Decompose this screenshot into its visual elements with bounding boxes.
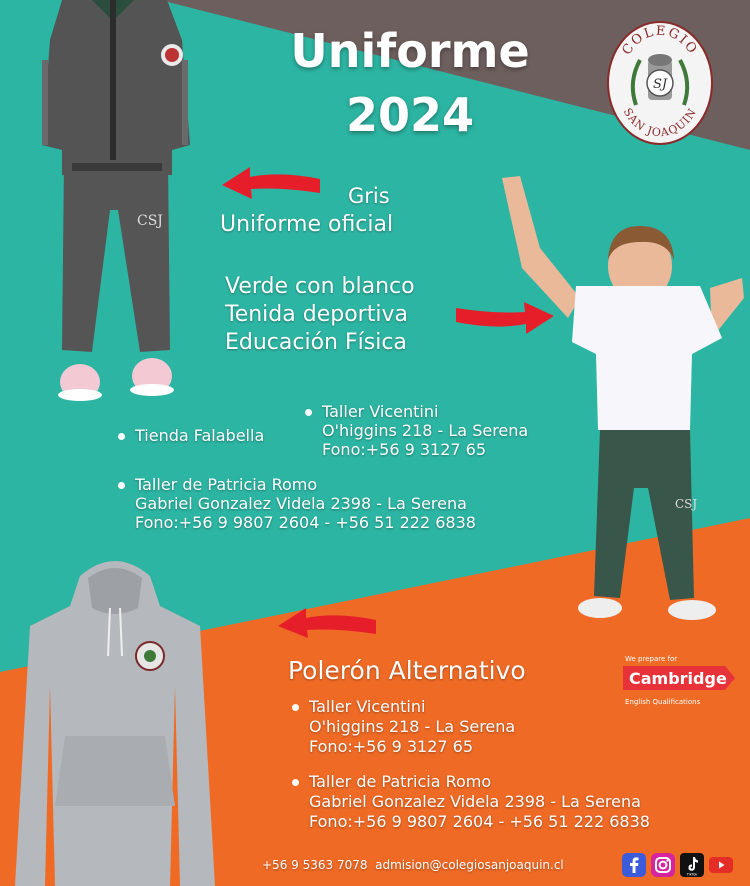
svg-text:CSJ: CSJ (675, 497, 698, 511)
instagram-icon[interactable] (651, 853, 675, 877)
poleron-patricia-name: Taller de Patricia Romo (309, 772, 492, 791)
bullet-dot (118, 482, 125, 489)
school-logo (606, 20, 714, 146)
store-falabella (118, 426, 264, 445)
vicentini-address: O'higgins 218 - La Serena (322, 421, 529, 440)
store-falabella-label: Tienda Falabella (135, 426, 265, 445)
sport-line-1: Verde con blanco (225, 274, 415, 299)
svg-text:CSJ: CSJ (137, 213, 163, 229)
gris-label: Gris (348, 184, 390, 208)
bullet-dot (305, 409, 312, 416)
bullet-dot (292, 704, 299, 711)
svg-text:We prepare for: We prepare for (625, 655, 678, 663)
gris-description: Uniforme oficial (220, 212, 394, 237)
footer-contact (262, 858, 564, 872)
poleron-patricia-phone: Fono:+56 9 9807 2604 - +56 51 222 6838 (309, 812, 650, 831)
store-vicentini (305, 402, 528, 459)
arrow-left-icon (220, 165, 322, 201)
svg-text:SJ: SJ (652, 77, 668, 92)
svg-text:TikTok: TikTok (686, 872, 698, 877)
svg-text:COLEGIO: COLEGIO (619, 23, 701, 58)
bullet-dot (292, 779, 299, 786)
title-line-1: Uniforme (290, 24, 530, 78)
tiktok-icon[interactable] (680, 853, 704, 877)
grey-uniform-photo (22, 0, 202, 412)
arrow-left-icon-2 (276, 604, 378, 640)
poleron-patricia-address: Gabriel Gonzalez Videla 2398 - La Serena (309, 792, 641, 811)
social-icons (622, 853, 733, 877)
poleron-vicentini-name: Taller Vicentini (309, 697, 426, 716)
facebook-icon[interactable] (622, 853, 646, 877)
bullet-dot (118, 433, 125, 440)
title-line-2: 2024 (345, 88, 475, 142)
vicentini-name: Taller Vicentini (322, 402, 439, 421)
svg-text:Cambridge: Cambridge (629, 669, 727, 688)
patricia-name: Taller de Patricia Romo (135, 475, 318, 494)
poleron-store-patricia-romo (292, 772, 650, 832)
patricia-phone: Fono:+56 9 9807 2604 - +56 51 222 6838 (135, 513, 476, 532)
sport-uniform-photo (480, 168, 748, 628)
vicentini-phone: Fono:+56 9 3127 65 (322, 440, 487, 459)
cambridge-badge (617, 652, 743, 712)
sport-line-2: Tenida deportiva (225, 302, 408, 327)
store-patricia-romo (118, 475, 476, 532)
sport-line-3: Educación Física (225, 330, 407, 355)
footer-email[interactable]: admision@colegiosanjoaquin.cl (375, 858, 564, 872)
patricia-address: Gabriel Gonzalez Videla 2398 - La Serena (135, 494, 467, 513)
youtube-icon[interactable] (709, 853, 733, 877)
poleron-vicentini-phone: Fono:+56 9 3127 65 (309, 737, 474, 756)
poleron-store-vicentini (292, 697, 515, 757)
svg-text:English Qualifications: English Qualifications (625, 698, 701, 706)
hoodie-photo (10, 556, 220, 886)
poleron-vicentini-address: O'higgins 218 - La Serena (309, 717, 516, 736)
footer-phone[interactable]: +56 9 5363 7078 (262, 858, 368, 872)
sport-uniform-text (225, 273, 415, 357)
svg-text:SAN JOAQUIN: SAN JOAQUIN (620, 105, 700, 140)
poleron-heading: Polerón Alternativo (288, 656, 526, 685)
